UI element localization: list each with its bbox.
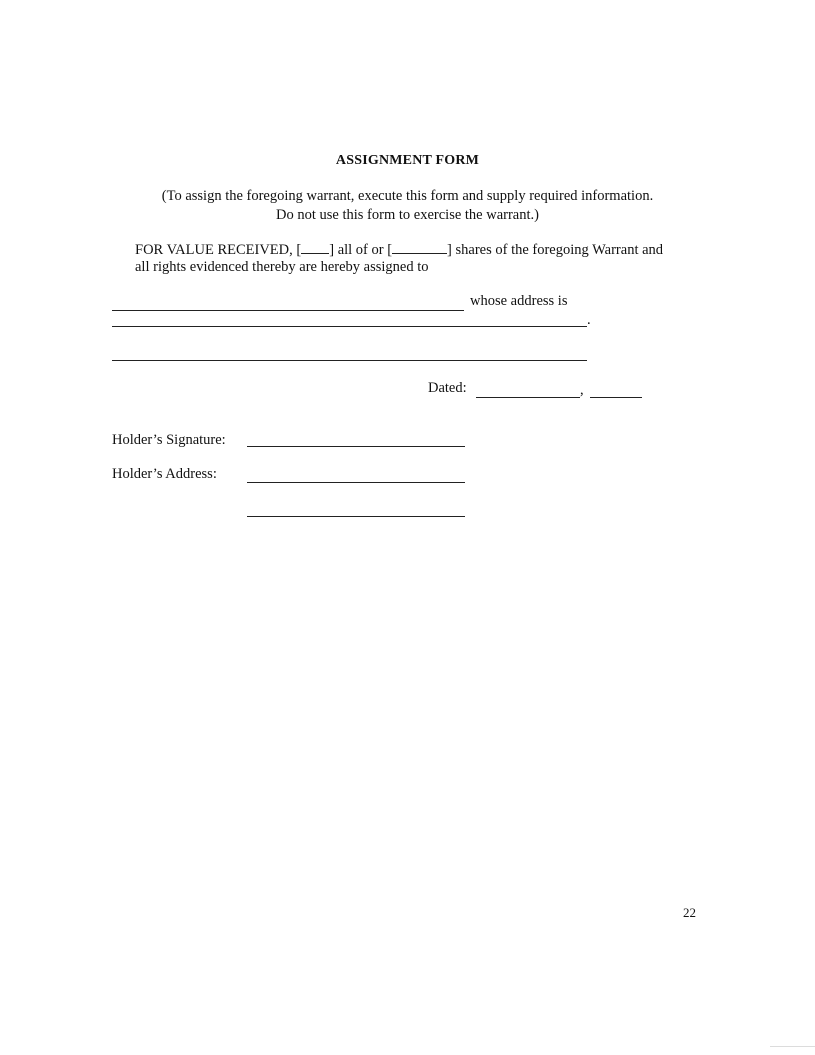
value-received-line-1: [135, 241, 663, 259]
scan-edge-mark: [770, 1046, 815, 1047]
dated-month-day-line[interactable]: [476, 397, 580, 398]
form-title: ASSIGNMENT FORM: [335, 153, 480, 168]
holder-address-line-1[interactable]: [247, 482, 465, 483]
value-received-line-2: all rights evidenced thereby are hereby assigned to: [135, 259, 429, 275]
instructions-line-1: (To assign the foregoing warrant, execute this form and supply required information.: [161, 188, 654, 204]
shares-blank[interactable]: [392, 241, 447, 254]
assignee-address-line-1[interactable]: [112, 326, 587, 327]
page-number: 22: [683, 905, 696, 920]
dated-label: Dated:: [428, 380, 467, 396]
value-received-text-1: FOR VALUE RECEIVED, [: [135, 242, 302, 258]
whose-address-label: whose address is: [470, 293, 568, 309]
instructions-line-2: Do not use this form to exercise the warrant.): [276, 207, 539, 223]
holder-address-label: Holder’s Address:: [112, 466, 217, 482]
address-period: .: [587, 312, 591, 328]
dated-year-line[interactable]: [590, 397, 642, 398]
holder-address-line-2[interactable]: [247, 516, 465, 517]
dated-comma: ,: [580, 382, 584, 398]
value-received-text-2: ] all of or [: [329, 242, 393, 258]
assignee-name-line[interactable]: [112, 310, 464, 311]
holder-signature-label: Holder’s Signature:: [112, 432, 226, 448]
assignee-address-line-2[interactable]: [112, 360, 587, 361]
all-of-blank[interactable]: [301, 241, 329, 254]
value-received-text-3: ] shares of the foregoing Warrant and: [447, 242, 664, 258]
holder-signature-line[interactable]: [247, 446, 465, 447]
